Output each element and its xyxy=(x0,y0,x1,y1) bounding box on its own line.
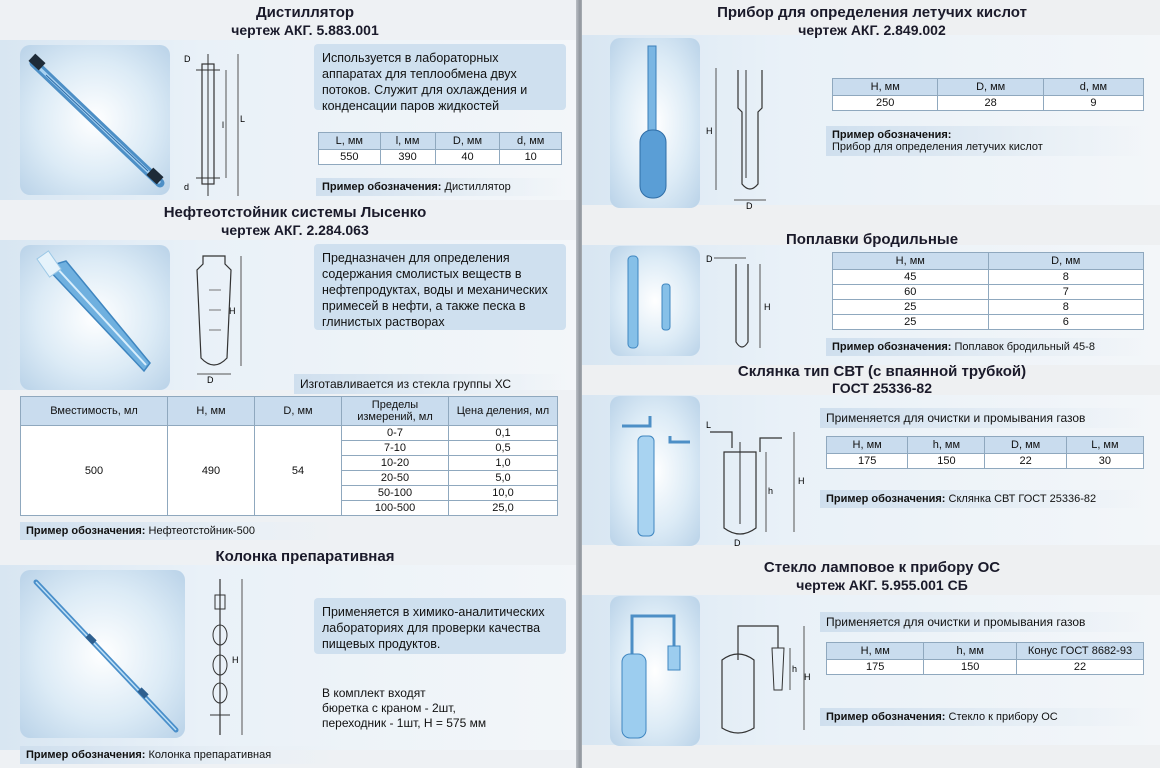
col-header: H, мм xyxy=(827,643,924,660)
example-value: Колонка препаративная xyxy=(148,749,272,761)
floats-photo xyxy=(610,246,700,356)
acid-device-drawing xyxy=(706,60,806,210)
example-value: Нефтеотстойник-500 xyxy=(148,525,255,537)
col-header: Вместимость, мл xyxy=(21,397,168,426)
column-kit-line: В комплект входят xyxy=(322,686,426,700)
col-header: L, мм xyxy=(1066,437,1143,454)
distiller-drawing-number: чертеж АКГ. 5.883.001 xyxy=(231,22,379,38)
lamp-glass-drawing-number: чертеж АКГ. 5.955.001 СБ xyxy=(796,577,968,593)
cell: 10,0 xyxy=(449,486,558,501)
distiller-photo xyxy=(20,45,170,195)
settler-description: Предназначен для определения содержания смолистых веществ в нефтепродуктах, воды и механических примесей в нефти, а также песка в глинистых растворах xyxy=(314,244,566,330)
example-value: Склянка СВТ ГОСТ 25336-82 xyxy=(948,493,1097,505)
distiller-image xyxy=(20,45,170,195)
cell: 25 xyxy=(833,300,989,315)
cell: 150 xyxy=(908,454,985,469)
col-header: d, мм xyxy=(1043,79,1143,96)
lamp-glass-example xyxy=(820,708,1146,726)
dim-label: H xyxy=(798,476,805,486)
col-header: h, мм xyxy=(924,643,1017,660)
settler-spec-table xyxy=(20,396,558,516)
svt-flask-image xyxy=(610,396,700,546)
dim-label: H xyxy=(232,655,239,665)
dim-label: D xyxy=(734,538,741,547)
column-drawing xyxy=(198,575,258,740)
distiller-example xyxy=(316,178,566,196)
cell: 175 xyxy=(827,660,924,675)
dim-label: H xyxy=(706,126,713,136)
svt-flask-photo xyxy=(610,396,700,546)
cell: 6 xyxy=(988,315,1144,330)
dim-label: D xyxy=(746,201,753,210)
dim-label: D xyxy=(184,54,191,64)
settler-drawing-number: чертеж АКГ. 2.284.063 xyxy=(221,222,369,238)
col-header: H, мм xyxy=(168,397,255,426)
example-value: Стекло к прибору ОС xyxy=(948,711,1058,723)
example-value: Прибор для определения летучих кислот xyxy=(832,141,1043,153)
example-label: Пример обозначения: xyxy=(26,525,146,537)
cell: 54 xyxy=(255,426,342,516)
distiller-description: Используется в лабораторных аппаратах для теплообмена двух потоков. Служит для охлаждения и конденсации паров жидкостей xyxy=(314,44,566,110)
lamp-glass-description: Применяется для очистки и промывания газов xyxy=(820,612,1146,632)
col-header: Цена деления, мл xyxy=(449,397,558,426)
col-header: D, мм xyxy=(985,437,1066,454)
cell: 550 xyxy=(319,150,381,165)
example-value: Дистиллятор xyxy=(444,181,511,193)
cell: 50-100 xyxy=(342,486,449,501)
column-kit-line: переходник - 1шт, H = 575 мм xyxy=(322,716,487,730)
lamp-glass-photo xyxy=(610,596,700,746)
cell: 8 xyxy=(988,300,1144,315)
cell: 5,0 xyxy=(449,471,558,486)
cell: 25,0 xyxy=(449,501,558,516)
example-label: Пример обозначения: xyxy=(832,129,952,141)
dim-label: H xyxy=(229,306,236,316)
col-header: h, мм xyxy=(908,437,985,454)
example-label: Пример обозначения: xyxy=(322,181,442,193)
cell: 0,5 xyxy=(449,441,558,456)
svt-flask-example xyxy=(820,490,1146,508)
cell: 490 xyxy=(168,426,255,516)
left-page xyxy=(0,0,578,768)
settler-title: Нефтеотстойник системы Лысенко xyxy=(163,204,427,221)
column-image xyxy=(20,570,185,738)
dim-label: L xyxy=(706,420,712,430)
cell: 7-10 xyxy=(342,441,449,456)
cell: 250 xyxy=(833,96,938,111)
col-header: H, мм xyxy=(827,437,908,454)
col-header: Пределы измерений, мл xyxy=(342,397,449,426)
example-label: Пример обозначения: xyxy=(832,341,952,353)
dim-label: d xyxy=(184,182,190,192)
floats-example xyxy=(826,338,1146,356)
distiller-drawing xyxy=(180,50,250,200)
lamp-glass-title: Стекло ламповое к прибору ОС xyxy=(763,559,1001,576)
dim-label: L xyxy=(240,114,246,124)
column-title: Колонка препаративная xyxy=(215,548,395,565)
cell: 175 xyxy=(827,454,908,469)
svt-flask-spec-table xyxy=(826,436,1144,469)
dim-label: h xyxy=(792,664,798,674)
cell: 22 xyxy=(985,454,1066,469)
lamp-glass-spec-table xyxy=(826,642,1144,675)
distiller-title: Дистиллятор xyxy=(255,4,355,21)
column-example xyxy=(20,746,340,764)
cell: 20-50 xyxy=(342,471,449,486)
settler-drawing xyxy=(185,250,255,385)
col-header: H, мм xyxy=(833,253,989,270)
column-description: Применяется в химико-аналитических лабораториях для проверки качества пищевых продуктов. xyxy=(314,598,566,654)
example-label: Пример обозначения: xyxy=(826,493,946,505)
floats-drawing xyxy=(706,250,776,360)
floats-spec-table xyxy=(832,252,1144,330)
acid-device-photo xyxy=(610,38,700,208)
cell: 10 xyxy=(500,150,562,165)
floats-title: Поплавки бродильные xyxy=(785,231,959,248)
example-value: Поплавок бродильный 45-8 xyxy=(954,341,1095,353)
dim-label: H xyxy=(764,302,771,312)
col-header: D, мм xyxy=(255,397,342,426)
example-label: Пример обозначения: xyxy=(826,711,946,723)
cell: 40 xyxy=(435,150,500,165)
cell: 0,1 xyxy=(449,426,558,441)
cell: 22 xyxy=(1017,660,1144,675)
svt-flask-standard: ГОСТ 25336-82 xyxy=(831,380,932,396)
svt-flask-title: Склянка тип СВТ (с впаянной трубкой) xyxy=(737,363,1027,380)
floats-image xyxy=(610,246,700,356)
col-header: D, мм xyxy=(435,133,500,150)
cell: 1,0 xyxy=(449,456,558,471)
cell: 100-500 xyxy=(342,501,449,516)
settler-photo xyxy=(20,245,170,390)
col-header: L, мм xyxy=(319,133,381,150)
distiller-spec-table xyxy=(318,132,562,165)
right-page xyxy=(582,0,1160,768)
column-kit-line: бюретка с краном - 2шт, xyxy=(322,701,456,715)
cell: 25 xyxy=(833,315,989,330)
cell: 7 xyxy=(988,285,1144,300)
settler-example xyxy=(20,522,340,540)
dim-label: D xyxy=(706,254,713,264)
dim-label: D xyxy=(207,375,214,385)
dim-label: H xyxy=(804,672,811,682)
cell: 0-7 xyxy=(342,426,449,441)
svt-flask-description: Применяется для очистки и промывания газов xyxy=(820,408,1146,428)
lamp-glass-drawing xyxy=(704,600,814,745)
cell: 45 xyxy=(833,270,989,285)
acid-device-image xyxy=(610,38,700,208)
dim-label: h xyxy=(768,486,774,496)
cell: 28 xyxy=(938,96,1043,111)
dim-label: l xyxy=(222,120,224,130)
svt-flask-drawing xyxy=(704,412,814,547)
lamp-glass-image xyxy=(610,596,700,746)
settler-material-note: Изготавливается из стекла группы ХС xyxy=(294,374,566,394)
acid-device-title: Прибор для определения летучих кислот xyxy=(717,4,1027,21)
col-header: D, мм xyxy=(988,253,1144,270)
cell: 10-20 xyxy=(342,456,449,471)
cell: 30 xyxy=(1066,454,1143,469)
acid-device-spec-table xyxy=(832,78,1144,111)
col-header: l, мм xyxy=(380,133,435,150)
col-header: d, мм xyxy=(500,133,562,150)
cell: 500 xyxy=(21,426,168,516)
col-header: Конус ГОСТ 8682-93 xyxy=(1017,643,1144,660)
cell: 9 xyxy=(1043,96,1143,111)
acid-device-drawing-number: чертеж АКГ. 2.849.002 xyxy=(798,22,946,38)
acid-device-example xyxy=(826,126,1146,156)
col-header: D, мм xyxy=(938,79,1043,96)
cell: 8 xyxy=(988,270,1144,285)
cell: 390 xyxy=(380,150,435,165)
example-label: Пример обозначения: xyxy=(26,749,146,761)
column-photo xyxy=(20,570,185,738)
cell: 60 xyxy=(833,285,989,300)
col-header: H, мм xyxy=(833,79,938,96)
cell: 150 xyxy=(924,660,1017,675)
settler-image xyxy=(20,245,170,390)
